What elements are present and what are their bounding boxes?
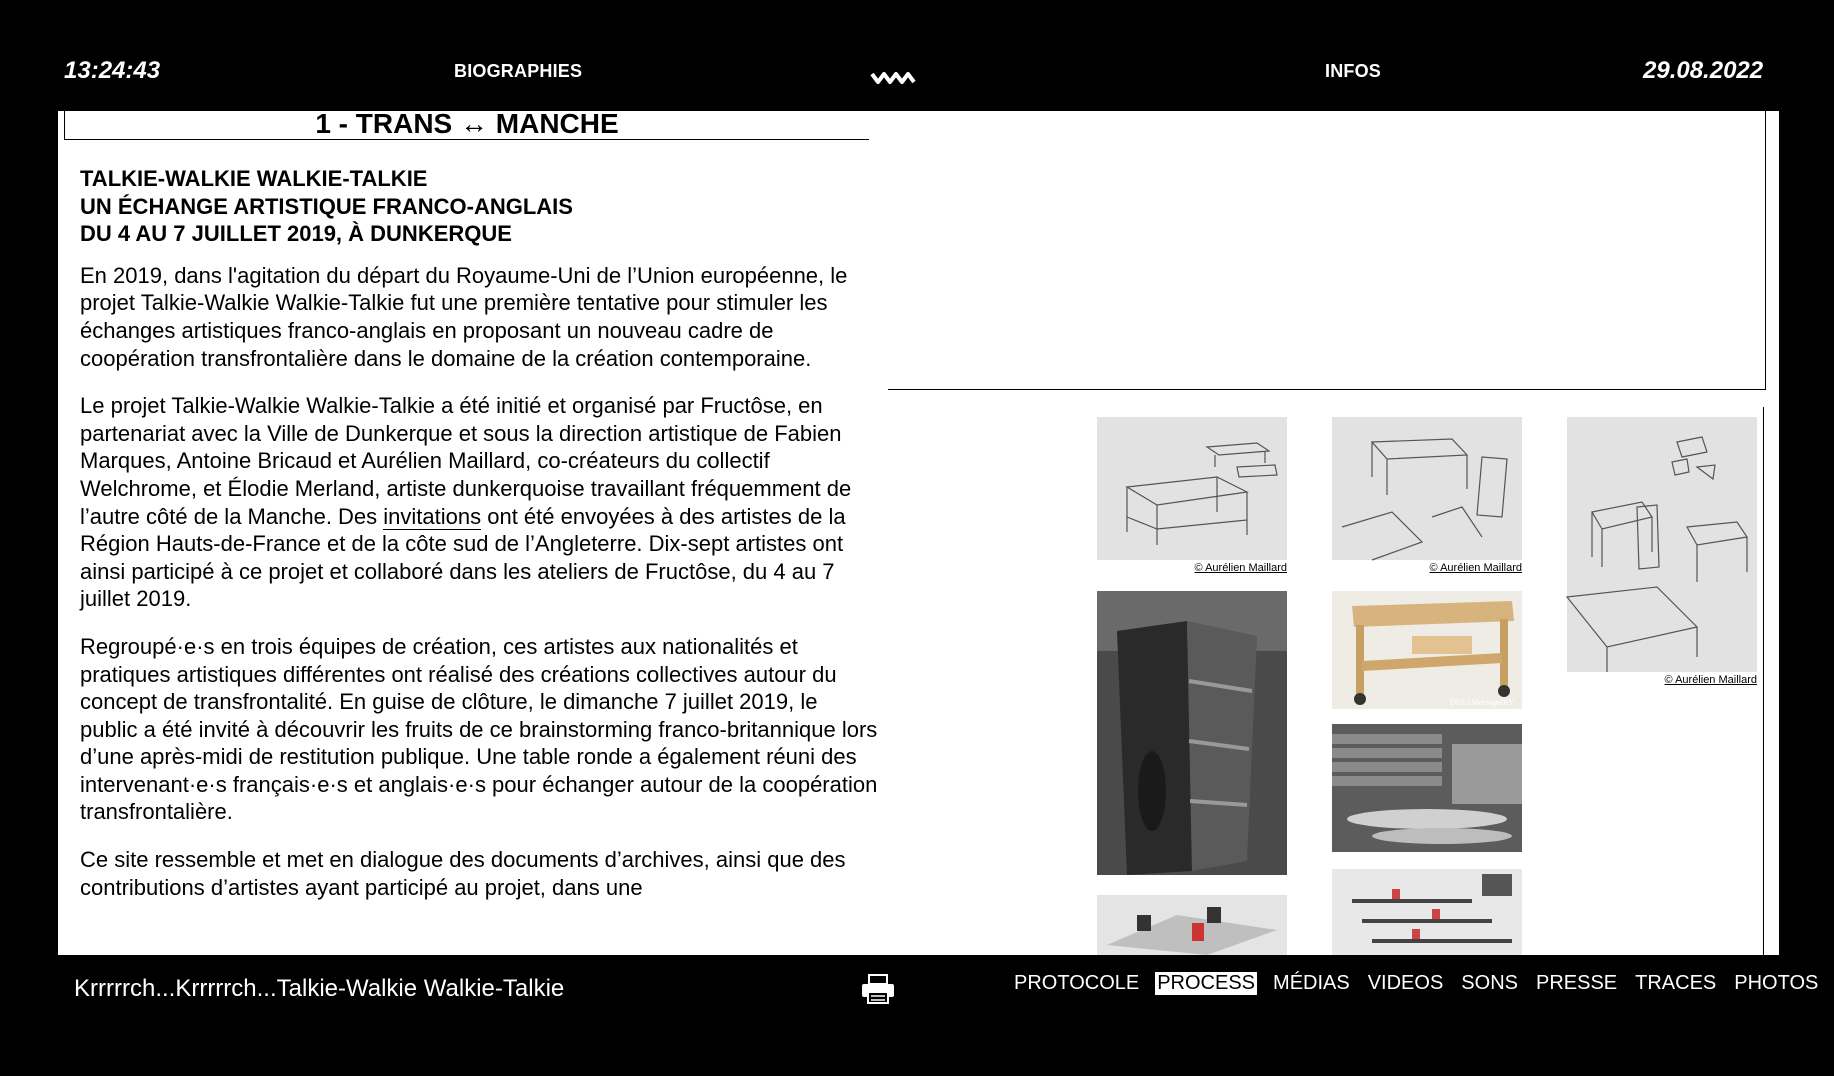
office-render-thumbnail[interactable] [1332, 869, 1522, 955]
paragraph-1: En 2019, dans l'agitation du départ du Royaume-Uni de l’Union européenne, le projet Talkie-Walkie Walkie-Talkie fut une première tentative pour stimuler les échanges artistiques franco-anglais en proposant un nouveau cadre de coopération transfrontalière dans le domaine de la création contemporaine. [80, 262, 848, 371]
date-display: 29.08.2022 [1643, 57, 1764, 84]
subtitle-line: TALKIE-WALKIE WALKIE-TALKIE [80, 166, 428, 191]
tab-medias[interactable]: MÉDIAS [1273, 972, 1350, 994]
paragraph-4: Ce site ressemble et met en dialogue des documents d’archives, ainsi que des contributions d’artistes ayant participé au projet, dans une [80, 847, 846, 900]
table-sketch-image [1097, 417, 1287, 560]
nav-biographies[interactable]: BIOGRAPHIES [454, 61, 583, 81]
watermark-text: DREAMdesignDIY [1450, 698, 1514, 707]
tab-presse[interactable]: PRESSE [1535, 972, 1618, 994]
site-title: Krrrrrch...Krrrrrch...Talkie-Walkie Walkie-Talkie [74, 975, 565, 1002]
bottom-bar [0, 955, 1832, 1076]
shelf-photo-thumbnail[interactable] [1097, 591, 1287, 875]
paragraph-2-text: ont été envoyées à des artistes de la Région Hauts-de-France et de la côte sud de l’Angleterre. Dix-sept artistes ont ainsi participé à ce projet et collaboré dans les ateliers de Fructôse, du 4 au 7 juillet 2019. [80, 503, 846, 612]
tab-videos[interactable]: VIDEOS [1367, 972, 1444, 994]
wooden-shelf-image [1097, 591, 1287, 875]
paragraph-3: Regroupé·e·s en trois équipes de création, ces artistes aux nationalités et pratiques artistiques différentes ont réalisé des créations collectives autour du concept de transfrontalité. En guise de clôture, le dimanche 7 juillet 2019, le public a été invité à découvrir les fruits de ce brainstorming franco-britannique lors d’une après-midi de restitution publique. Une table ronde a également réuni des intervenant·e·s français·e·s et anglais·e·s pour échanger autour de la coopération transfrontalière. [80, 633, 878, 825]
wooden-workbench-image [1332, 591, 1522, 709]
image-credit: © Aurélien Maillard [1664, 674, 1757, 686]
image-credit: © Aurélien Maillard [1194, 562, 1287, 574]
printer-icon[interactable] [860, 973, 896, 1005]
nav-infos[interactable]: INFOS [1325, 61, 1382, 81]
article-column[interactable] [58, 108, 878, 955]
sketch-thumbnail[interactable] [1097, 417, 1287, 560]
paragraph-2-text: Le projet Talkie-Walkie Walkie-Talkie a été initié et organisé par Fructôse, en partenariat avec la Ville de Dunkerque et sous la direction artistique de Fabien Marques, Antoine Bricaud et Aurélien Maillard, co-créateurs du collectif Welchrome, et Élodie Merland, artiste dunkerquoise travaillant fréquemment de l’autre côté de la Manche. Des [80, 393, 852, 529]
section-tabs [1012, 972, 1819, 995]
tables-sketch-image [1332, 417, 1522, 560]
frame-right-border [1779, 111, 1780, 955]
workbench-photo-thumbnail[interactable] [1332, 591, 1522, 709]
gallery-divider [1763, 407, 1764, 955]
office-desks-image [1332, 869, 1522, 955]
subtitle-line: DU 4 AU 7 JUILLET 2019, À DUNKERQUE [80, 221, 512, 247]
content-frame [58, 108, 1780, 955]
article-subtitle [80, 165, 880, 248]
wave-logo-icon[interactable] [870, 66, 916, 88]
subtitle-line: UN ÉCHANGE ARTISTIQUE FRANCO-ANGLAIS [80, 193, 573, 219]
clock: 13:24:43 [64, 57, 161, 84]
office-desk-image [1097, 895, 1287, 955]
top-bar [0, 0, 1832, 111]
tab-photos[interactable]: PHOTOS [1734, 972, 1819, 994]
tab-process[interactable]: PROCESS [1157, 972, 1256, 994]
section-title: 1 - TRANS ↔ MANCHE [64, 109, 869, 140]
tab-protocole[interactable]: PROTOCOLE [1014, 972, 1140, 994]
sketch-thumbnail[interactable] [1567, 417, 1757, 672]
media-viewer-panel [888, 111, 1766, 390]
image-credit: © Aurélien Maillard [1429, 562, 1522, 574]
log-bench-photo-thumbnail[interactable] [1332, 724, 1522, 852]
tab-sons[interactable]: SONS [1461, 972, 1518, 994]
log-bench-image [1332, 724, 1522, 852]
tab-traces[interactable]: TRACES [1635, 972, 1717, 994]
invitations-link[interactable]: invitations [383, 503, 482, 529]
article-body [80, 165, 880, 921]
office-render-thumbnail[interactable] [1097, 895, 1287, 955]
paragraph-2 [80, 392, 880, 613]
sketch-thumbnail[interactable] [1332, 417, 1522, 560]
furniture-sketch-image [1567, 417, 1757, 672]
